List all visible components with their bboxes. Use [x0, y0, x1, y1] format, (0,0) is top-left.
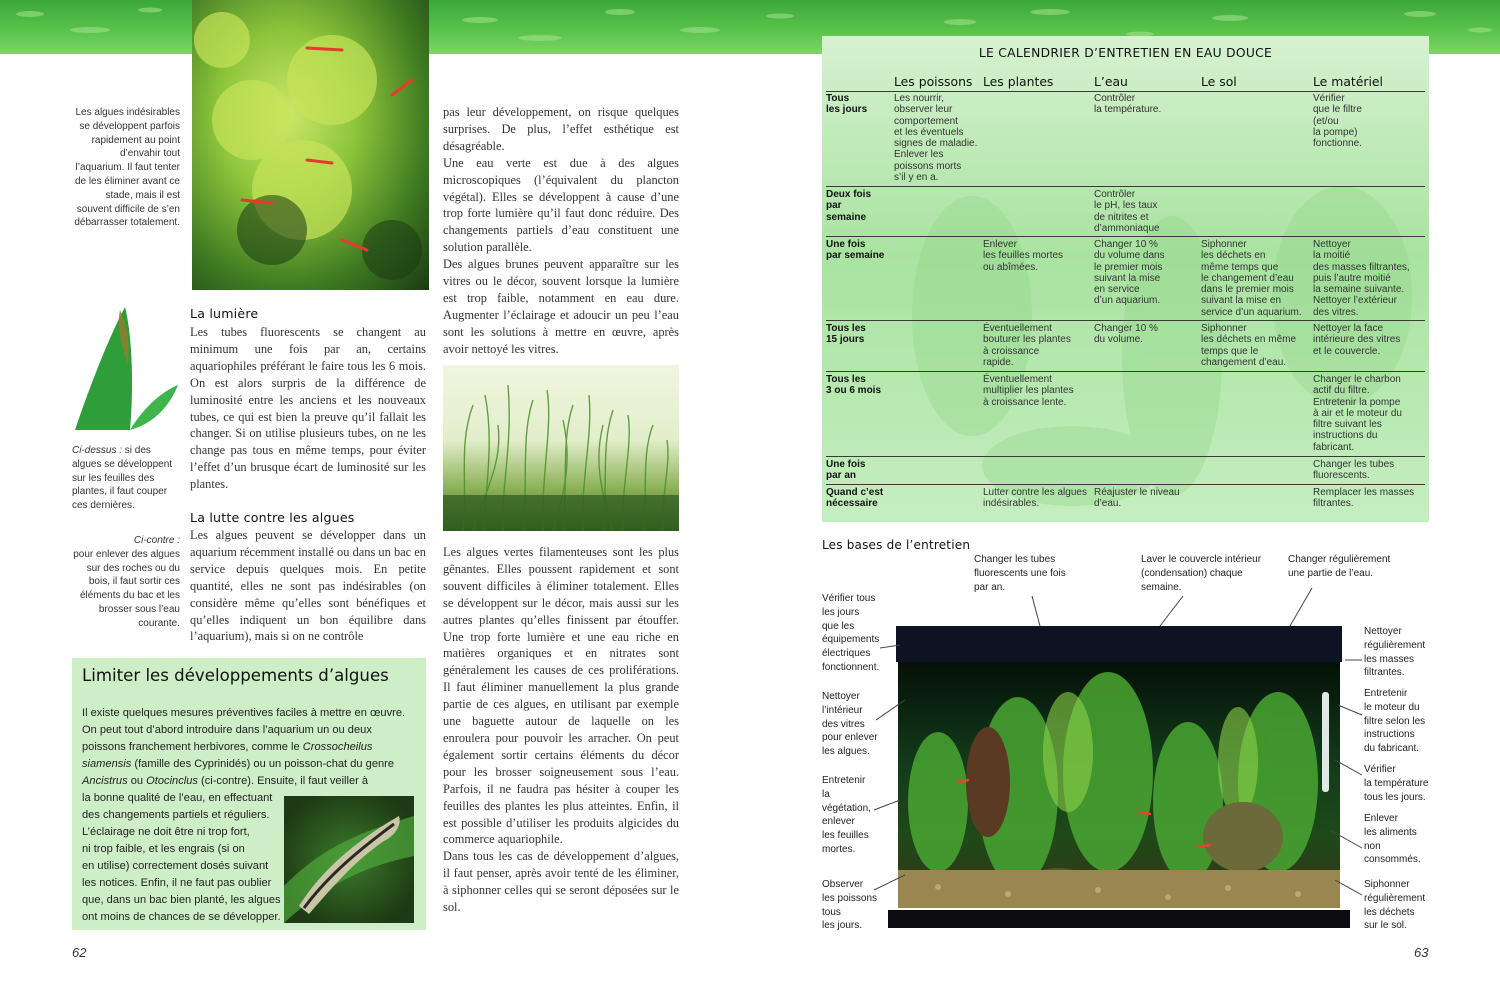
page-number-left: 62	[72, 945, 87, 960]
heading-algae-fight: La lutte contre les algues	[190, 510, 355, 525]
row-label: Quand c’est nécessaire	[826, 487, 884, 510]
caption-algae: Les algues indésirables se développent parfois rapidement au point d’envahir tout l’aquarium. Il faut tenter de les éliminer avant ce stade, mais il est souvent difficile de s’en débarrasser totalement.	[74, 107, 180, 229]
box-line: On peut tout d’abord introduire dans l’aquarium un ou deux	[82, 724, 372, 736]
box-line-text: poissons franchement herbivores, comme le	[82, 741, 300, 753]
table-cell: Changer les tubes fluorescents.	[1313, 459, 1395, 482]
annotation-wash-cover: Laver le couvercle intérieur (condensation) chaque semaine.	[1141, 554, 1262, 593]
table-cell: Lutter contre les algues indésirables.	[983, 487, 1087, 510]
row-label: Une fois par an	[826, 459, 866, 482]
table-title: LE CALENDRIER D’ENTRETIEN EN EAU DOUCE	[978, 46, 1273, 60]
row-label: Tous les jours	[826, 93, 868, 116]
box-line-text: ou	[127, 775, 147, 787]
box-title: Limiter les développements d’algues	[82, 666, 389, 685]
latin-name: Crossocheilus siamensis	[82, 741, 373, 770]
box-line: en utilise) correctement dosés suivant	[82, 860, 269, 872]
table-cell: Changer le charbon actif du filtre. Entretenir la pompe à air et le moteur du filtre suivant les instructions du fabricant.	[1313, 374, 1402, 453]
box-line: des changements partiels et réguliers.	[82, 809, 270, 821]
table-cell: Nettoyer la face intérieure des vitres et le couvercle.	[1313, 323, 1401, 357]
box-line: que, dans un bac bien planté, les algues	[82, 894, 281, 906]
annotation-change-water: Changer régulièrement une partie de l’eau.	[1288, 554, 1391, 579]
table-cell: Enlever les feuilles mortes ou abîmées.	[983, 239, 1064, 273]
annotation-check-temperature: Vérifier la température tous les jours.	[1364, 764, 1429, 803]
row-label: Tous les 15 jours	[826, 323, 866, 346]
latin-name: Otocinclus	[146, 775, 198, 787]
column-header-equipment: Le matériel	[1313, 74, 1383, 89]
row-label: Une fois par semaine	[826, 239, 885, 262]
column-header-fish: Les poissons	[894, 74, 973, 89]
table-cell: Éventuellement multiplier les plantes à croissance lente.	[983, 374, 1074, 408]
annotation-check-equipment: Vérifier tous les jours que les équipements électriques fonctionnent.	[822, 593, 880, 673]
table-cell: Les nourrir, observer leur comportement et les éventuels signes de maladie. Enlever les poissons morts s’il y en a.	[894, 93, 978, 184]
table-cell: Remplacer les masses filtrantes.	[1313, 487, 1415, 510]
paragraph-development: pas leur développement, on risque quelques surprises. De plus, l’effet esthétique est désagréable.	[443, 105, 679, 153]
caption-leaf-text: si des algues se développent sur les feuilles des plantes, il faut couper ces dernières.	[72, 445, 173, 512]
paragraph-siphon: Dans tous les cas de développement d’algues, il faut penser, après avoir tenté de les éliminer, à siphonner celles qui se seront déposées sur le sol.	[443, 849, 679, 915]
caption-rock-label: Ci-contre :	[133, 535, 180, 546]
annotation-clean-filter-media: Nettoyer régulièrement les masses filtrantes.	[1364, 626, 1426, 679]
box-line: les notices. Enfin, il ne faut pas oublier	[82, 877, 272, 889]
caption-rock-text: pour enlever des algues sur des roches ou du bois, il faut sortir ces éléments du bac et les brosser sous l’eau courante.	[73, 548, 180, 629]
paragraph-algae-fight: Les algues peuvent se développer dans un aquarium récemment installé ou dans un bac en service depuis quelques mois. En petite quantité, elles ne sont pas indésirables (on considère même qu’elles sont bénéfiques et qu’elles indiquent un bon équilibre dans l’aquarium), mais si on ne contrôle	[190, 528, 426, 644]
page-number-right: 63	[1414, 945, 1429, 960]
box-line: Il existe quelques mesures préventives faciles à mettre en œuvre.	[82, 707, 406, 719]
box-line-text: (ci-contre). Ensuite, il faut veiller à	[197, 775, 369, 787]
paragraph-green-water: Une eau verte est due à des algues microscopiques (l’équivalent du plancton végétal). Elles se développent à cause d’une trop forte lumière qu’il faut donc réduire. Des changements partiels d’eau constituent une solution parallèle.	[443, 155, 679, 255]
box-line: ont moins de chances de se développer.	[82, 911, 281, 923]
table-cell: Vérifier que le filtre (et/ou la pompe) fonctionne.	[1313, 93, 1362, 150]
column-header-plants: Les plantes	[983, 74, 1054, 89]
column-header-water: L’eau	[1094, 74, 1128, 89]
box-line: ni trop faible, et les engrais (si on	[82, 843, 245, 855]
latin-name: Ancistrus	[82, 775, 128, 787]
annotation-plant-care: Entretenir la végétation, enlever les feuilles mortes.	[822, 775, 871, 855]
heading-light: La lumière	[190, 306, 259, 321]
table-cell: Éventuellement bouturer les plantes à croissance rapide.	[983, 323, 1071, 368]
annotation-observe-fish: Observer les poissons tous les jours.	[822, 879, 878, 932]
row-label: Deux fois par semaine	[826, 189, 872, 223]
table-cell: Changer 10 % du volume.	[1094, 323, 1158, 346]
caption-leaf-label: Ci-dessus :	[72, 445, 123, 456]
table-cell: Siphonner les déchets en même temps que le changement d’eau dans le premier mois suivant la mise en service d’un aquarium.	[1201, 239, 1302, 318]
table-cell: Nettoyer la moitié des masses filtrantes, puis l’autre moitié la semaine suivante. Nettoyer l’extérieur des vitres.	[1313, 239, 1410, 318]
box-line: la bonne qualité de l’eau, en effectuant	[82, 792, 273, 804]
paragraph-filamentous-algae: Les algues vertes filamenteuses sont les plus gênantes. Elles poussent rapidement et sont souvent difficiles à éliminer totalement. Elles se développent sur le décor, mais aussi sur les autres plantes qu’elles finissent par étouffer. Une trop forte lumière et une eau riche en matières organiques et en nitrates sont généralement les causes de ces proliférations. Il faut éliminer manuellement la plus grande partie de ces algues, en utilisant par exemple une baguette autour de laquelle on les enroulera pour pouvoir les arracher. On peut également sortir certains éléments du décor pour les brosser soigneusement sous l’eau. Parfois, il ne faudra pas hésiter à couper les feuilles des plantes les plus atteintes. Enfin, il est possible d’utiliser les produits algicides du commerce aquariophile.	[443, 545, 679, 847]
annotation-filter-motor: Entretenir le moteur du filtre selon les instructions du fabricant.	[1364, 688, 1426, 755]
annotation-clean-glass: Nettoyer l’intérieur des vitres pour enlever les algues.	[822, 691, 878, 758]
table-cell: Contrôler la température.	[1094, 93, 1162, 116]
paragraph-brown-algae: Des algues brunes peuvent apparaître sur les vitres ou le décor, souvent lorsque la lumière est trop faible, notamment en eau dure. Augmenter l’éclairage et adoucir un peu l’eau sont les solutions à mettre en œuvre, après avoir nettoyé les vitres.	[443, 257, 679, 356]
box-line: L’éclairage ne doit être ni trop fort,	[82, 826, 250, 838]
box-line-text: (famille des Cyprinidés) ou un poisson-chat du genre	[131, 758, 395, 770]
annotation-remove-food: Enlever les aliments non consommés.	[1364, 813, 1421, 866]
table-cell: Siphonner les déchets en même temps que le changement d’eau.	[1201, 323, 1297, 368]
row-label: Tous les 3 ou 6 mois	[826, 374, 882, 397]
table-cell: Réajuster le niveau d’eau.	[1094, 487, 1180, 510]
table-cell: Contrôler le pH, les taux de nitrites et d’ammoniaque	[1094, 189, 1160, 234]
table-cell: Changer 10 % du volume dans le premier mois suivant la mise en service d’un aquarium.	[1094, 239, 1165, 307]
annotation-siphon-debris: Siphonner régulièrement les déchets sur le sol.	[1364, 879, 1426, 932]
column-header-substrate: Le sol	[1201, 74, 1237, 89]
annotation-change-tubes: Changer les tubes fluorescents une fois par an.	[974, 554, 1066, 593]
paragraph-light: Les tubes fluorescents se changent au minimum une fois par an, certains aquariophiles préférant le faire tous les 6 mois. On est alors surpris de la différence de luminosité entre les anciens et les nouveaux tubes, ce qui est bien la preuve qu’il fallait les changer. Si on utilise plusieurs tubes, on ne les change pas tous en même temps, pour éviter l’effet d’un brusque écart de luminosité sur les plantes.	[190, 325, 426, 492]
diagram-title: Les bases de l’entretien	[822, 538, 971, 552]
